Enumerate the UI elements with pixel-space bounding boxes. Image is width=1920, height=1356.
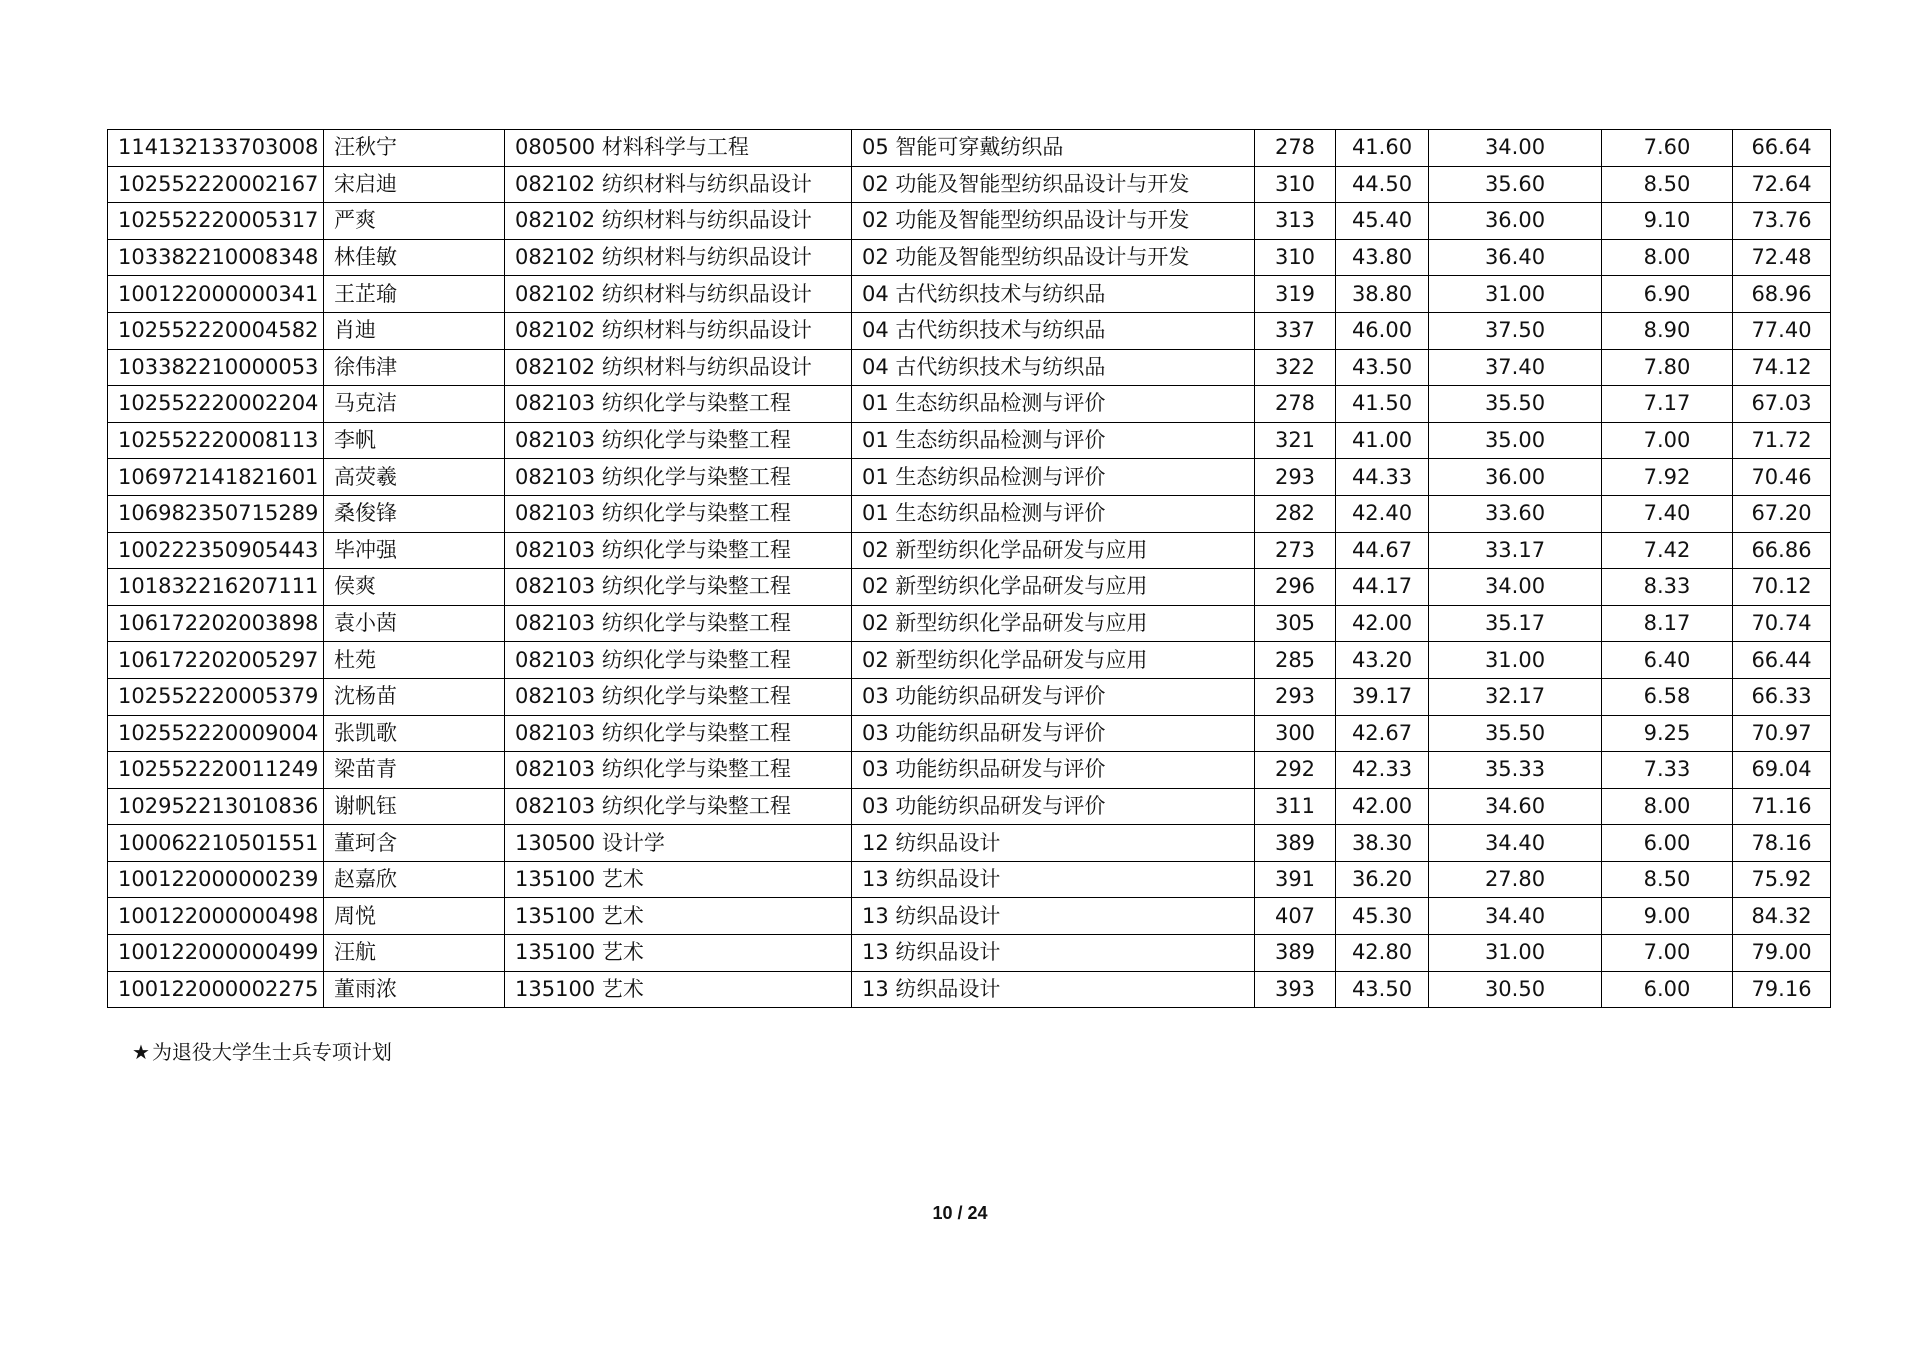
prelim-score-cell: 389 [1255, 935, 1336, 972]
retest-c-cell: 6.90 [1602, 276, 1733, 313]
direction-cell: 02 功能及智能型纺织品设计与开发 [852, 203, 1255, 240]
retest-b-cell: 35.33 [1429, 752, 1602, 789]
total-score-cell: 72.64 [1733, 166, 1831, 203]
total-score-cell: 73.76 [1733, 203, 1831, 240]
major-cell: 082103 纺织化学与染整工程 [505, 715, 852, 752]
retest-b-cell: 27.80 [1429, 861, 1602, 898]
retest-b-cell: 33.17 [1429, 532, 1602, 569]
table-row [108, 276, 1831, 313]
exam-id-cell: 103382210008348 [108, 239, 324, 276]
prelim-score-cell: 278 [1255, 130, 1336, 167]
total-score-cell: 69.04 [1733, 752, 1831, 789]
retest-c-cell: 9.10 [1602, 203, 1733, 240]
table-row [108, 715, 1831, 752]
retest-c-cell: 6.00 [1602, 971, 1733, 1008]
retest-c-cell: 7.42 [1602, 532, 1733, 569]
retest-a-cell: 46.00 [1336, 312, 1429, 349]
retest-c-cell: 8.90 [1602, 312, 1733, 349]
exam-id-cell: 100122000000341 [108, 276, 324, 313]
direction-cell: 02 新型纺织化学品研发与应用 [852, 532, 1255, 569]
total-score-cell: 70.46 [1733, 459, 1831, 496]
total-score-cell: 66.44 [1733, 642, 1831, 679]
total-score-cell: 74.12 [1733, 349, 1831, 386]
direction-cell: 13 纺织品设计 [852, 898, 1255, 935]
retest-a-cell: 43.50 [1336, 349, 1429, 386]
major-cell: 082103 纺织化学与染整工程 [505, 752, 852, 789]
star-icon: ★ [132, 1040, 150, 1064]
total-score-cell: 70.74 [1733, 605, 1831, 642]
exam-id-cell: 102552220002167 [108, 166, 324, 203]
direction-cell: 02 新型纺织化学品研发与应用 [852, 569, 1255, 606]
major-cell: 082102 纺织材料与纺织品设计 [505, 203, 852, 240]
direction-cell: 04 古代纺织技术与纺织品 [852, 276, 1255, 313]
total-score-cell: 70.12 [1733, 569, 1831, 606]
retest-c-cell: 7.00 [1602, 935, 1733, 972]
name-cell: 李帆 [324, 422, 505, 459]
exam-id-cell: 100122000000499 [108, 935, 324, 972]
direction-cell: 02 功能及智能型纺织品设计与开发 [852, 166, 1255, 203]
total-score-cell: 66.64 [1733, 130, 1831, 167]
page-number: 10 / 24 [932, 1203, 988, 1223]
exam-id-cell: 106172202003898 [108, 605, 324, 642]
prelim-score-cell: 322 [1255, 349, 1336, 386]
direction-cell: 03 功能纺织品研发与评价 [852, 678, 1255, 715]
name-cell: 张凯歌 [324, 715, 505, 752]
direction-cell: 02 新型纺织化学品研发与应用 [852, 642, 1255, 679]
retest-a-cell: 39.17 [1336, 678, 1429, 715]
retest-b-cell: 34.00 [1429, 569, 1602, 606]
major-cell: 082103 纺织化学与染整工程 [505, 642, 852, 679]
table-row [108, 605, 1831, 642]
table-row [108, 495, 1831, 532]
major-cell: 082103 纺织化学与染整工程 [505, 386, 852, 423]
footnote-text: 为退役大学生士兵专项计划 [151, 1040, 392, 1064]
prelim-score-cell: 311 [1255, 788, 1336, 825]
table-row [108, 678, 1831, 715]
retest-b-cell: 35.00 [1429, 422, 1602, 459]
major-cell: 082103 纺织化学与染整工程 [505, 532, 852, 569]
retest-a-cell: 41.50 [1336, 386, 1429, 423]
total-score-cell: 79.16 [1733, 971, 1831, 1008]
admission-results-table [107, 129, 1831, 1008]
retest-b-cell: 33.60 [1429, 495, 1602, 532]
retest-b-cell: 30.50 [1429, 971, 1602, 1008]
retest-a-cell: 42.00 [1336, 788, 1429, 825]
retest-b-cell: 35.50 [1429, 715, 1602, 752]
prelim-score-cell: 310 [1255, 239, 1336, 276]
retest-a-cell: 43.20 [1336, 642, 1429, 679]
retest-b-cell: 37.50 [1429, 312, 1602, 349]
name-cell: 谢帆钰 [324, 788, 505, 825]
retest-a-cell: 36.20 [1336, 861, 1429, 898]
table-row [108, 239, 1831, 276]
retest-a-cell: 42.40 [1336, 495, 1429, 532]
retest-c-cell: 8.33 [1602, 569, 1733, 606]
retest-a-cell: 44.50 [1336, 166, 1429, 203]
retest-b-cell: 35.50 [1429, 386, 1602, 423]
exam-id-cell: 100222350905443 [108, 532, 324, 569]
table-row [108, 386, 1831, 423]
total-score-cell: 79.00 [1733, 935, 1831, 972]
name-cell: 汪秋宁 [324, 130, 505, 167]
retest-a-cell: 44.17 [1336, 569, 1429, 606]
total-score-cell: 68.96 [1733, 276, 1831, 313]
direction-cell: 05 智能可穿戴纺织品 [852, 130, 1255, 167]
prelim-score-cell: 273 [1255, 532, 1336, 569]
retest-c-cell: 7.40 [1602, 495, 1733, 532]
name-cell: 侯爽 [324, 569, 505, 606]
table-row [108, 752, 1831, 789]
prelim-score-cell: 393 [1255, 971, 1336, 1008]
major-cell: 082103 纺织化学与染整工程 [505, 569, 852, 606]
name-cell: 肖迪 [324, 312, 505, 349]
footnote [132, 1040, 392, 1064]
table-row [108, 861, 1831, 898]
retest-a-cell: 45.30 [1336, 898, 1429, 935]
major-cell: 135100 艺术 [505, 898, 852, 935]
prelim-score-cell: 293 [1255, 678, 1336, 715]
prelim-score-cell: 292 [1255, 752, 1336, 789]
exam-id-cell: 106972141821601 [108, 459, 324, 496]
exam-id-cell: 100122000000239 [108, 861, 324, 898]
retest-b-cell: 35.17 [1429, 605, 1602, 642]
retest-a-cell: 42.67 [1336, 715, 1429, 752]
prelim-score-cell: 296 [1255, 569, 1336, 606]
name-cell: 严爽 [324, 203, 505, 240]
retest-c-cell: 7.92 [1602, 459, 1733, 496]
retest-c-cell: 7.33 [1602, 752, 1733, 789]
exam-id-cell: 101832216207111 [108, 569, 324, 606]
major-cell: 082102 纺织材料与纺织品设计 [505, 276, 852, 313]
name-cell: 董珂含 [324, 825, 505, 862]
major-cell: 135100 艺术 [505, 935, 852, 972]
table-body [108, 130, 1831, 1008]
exam-id-cell: 106982350715289 [108, 495, 324, 532]
total-score-cell: 84.32 [1733, 898, 1831, 935]
major-cell: 082102 纺织材料与纺织品设计 [505, 349, 852, 386]
exam-id-cell: 102552220005317 [108, 203, 324, 240]
table-row [108, 166, 1831, 203]
total-score-cell: 78.16 [1733, 825, 1831, 862]
major-cell: 082103 纺织化学与染整工程 [505, 495, 852, 532]
prelim-score-cell: 319 [1255, 276, 1336, 313]
retest-c-cell: 7.60 [1602, 130, 1733, 167]
direction-cell: 01 生态纺织品检测与评价 [852, 422, 1255, 459]
retest-c-cell: 6.00 [1602, 825, 1733, 862]
name-cell: 梁苗青 [324, 752, 505, 789]
major-cell: 082102 纺织材料与纺织品设计 [505, 239, 852, 276]
major-cell: 080500 材料科学与工程 [505, 130, 852, 167]
retest-b-cell: 34.40 [1429, 825, 1602, 862]
table-row [108, 130, 1831, 167]
exam-id-cell: 106172202005297 [108, 642, 324, 679]
direction-cell: 13 纺织品设计 [852, 861, 1255, 898]
retest-c-cell: 9.00 [1602, 898, 1733, 935]
table-row [108, 898, 1831, 935]
prelim-score-cell: 278 [1255, 386, 1336, 423]
table-row [108, 935, 1831, 972]
total-score-cell: 77.40 [1733, 312, 1831, 349]
total-score-cell: 66.33 [1733, 678, 1831, 715]
name-cell: 袁小茵 [324, 605, 505, 642]
prelim-score-cell: 337 [1255, 312, 1336, 349]
total-score-cell: 71.72 [1733, 422, 1831, 459]
retest-a-cell: 44.67 [1336, 532, 1429, 569]
table-row [108, 349, 1831, 386]
prelim-score-cell: 282 [1255, 495, 1336, 532]
retest-c-cell: 8.00 [1602, 239, 1733, 276]
retest-a-cell: 41.00 [1336, 422, 1429, 459]
major-cell: 130500 设计学 [505, 825, 852, 862]
prelim-score-cell: 321 [1255, 422, 1336, 459]
retest-a-cell: 42.00 [1336, 605, 1429, 642]
name-cell: 高荧羲 [324, 459, 505, 496]
retest-b-cell: 31.00 [1429, 276, 1602, 313]
retest-b-cell: 31.00 [1429, 642, 1602, 679]
retest-a-cell: 38.30 [1336, 825, 1429, 862]
name-cell: 周悦 [324, 898, 505, 935]
direction-cell: 04 古代纺织技术与纺织品 [852, 312, 1255, 349]
exam-id-cell: 102552220002204 [108, 386, 324, 423]
name-cell: 林佳敏 [324, 239, 505, 276]
table-row [108, 971, 1831, 1008]
retest-c-cell: 7.80 [1602, 349, 1733, 386]
direction-cell: 01 生态纺织品检测与评价 [852, 459, 1255, 496]
retest-c-cell: 8.50 [1602, 861, 1733, 898]
table-row [108, 788, 1831, 825]
direction-cell: 02 新型纺织化学品研发与应用 [852, 605, 1255, 642]
retest-b-cell: 37.40 [1429, 349, 1602, 386]
name-cell: 王芷瑜 [324, 276, 505, 313]
name-cell: 宋启迪 [324, 166, 505, 203]
exam-id-cell: 102952213010836 [108, 788, 324, 825]
retest-b-cell: 36.00 [1429, 203, 1602, 240]
direction-cell: 03 功能纺织品研发与评价 [852, 715, 1255, 752]
name-cell: 杜苑 [324, 642, 505, 679]
retest-a-cell: 42.80 [1336, 935, 1429, 972]
retest-a-cell: 44.33 [1336, 459, 1429, 496]
direction-cell: 03 功能纺织品研发与评价 [852, 752, 1255, 789]
retest-b-cell: 36.00 [1429, 459, 1602, 496]
major-cell: 082103 纺织化学与染整工程 [505, 788, 852, 825]
table-row [108, 532, 1831, 569]
retest-c-cell: 6.40 [1602, 642, 1733, 679]
table-row [108, 569, 1831, 606]
major-cell: 082102 纺织材料与纺织品设计 [505, 166, 852, 203]
direction-cell: 02 功能及智能型纺织品设计与开发 [852, 239, 1255, 276]
name-cell: 毕冲强 [324, 532, 505, 569]
total-score-cell: 70.97 [1733, 715, 1831, 752]
direction-cell: 13 纺织品设计 [852, 971, 1255, 1008]
exam-id-cell: 102552220008113 [108, 422, 324, 459]
name-cell: 董雨浓 [324, 971, 505, 1008]
retest-c-cell: 8.00 [1602, 788, 1733, 825]
name-cell: 汪航 [324, 935, 505, 972]
prelim-score-cell: 313 [1255, 203, 1336, 240]
table-row [108, 825, 1831, 862]
total-score-cell: 67.20 [1733, 495, 1831, 532]
exam-id-cell: 102552220005379 [108, 678, 324, 715]
table-row [108, 459, 1831, 496]
exam-id-cell: 102552220009004 [108, 715, 324, 752]
major-cell: 082103 纺织化学与染整工程 [505, 459, 852, 496]
retest-b-cell: 34.00 [1429, 130, 1602, 167]
prelim-score-cell: 310 [1255, 166, 1336, 203]
name-cell: 沈杨苗 [324, 678, 505, 715]
major-cell: 082103 纺织化学与染整工程 [505, 605, 852, 642]
name-cell: 徐伟津 [324, 349, 505, 386]
exam-id-cell: 102552220004582 [108, 312, 324, 349]
name-cell: 赵嘉欣 [324, 861, 505, 898]
major-cell: 135100 艺术 [505, 861, 852, 898]
prelim-score-cell: 293 [1255, 459, 1336, 496]
prelim-score-cell: 300 [1255, 715, 1336, 752]
retest-b-cell: 36.40 [1429, 239, 1602, 276]
exam-id-cell: 100122000000498 [108, 898, 324, 935]
major-cell: 082102 纺织材料与纺织品设计 [505, 312, 852, 349]
name-cell: 马克洁 [324, 386, 505, 423]
direction-cell: 04 古代纺织技术与纺织品 [852, 349, 1255, 386]
total-score-cell: 66.86 [1733, 532, 1831, 569]
retest-a-cell: 43.80 [1336, 239, 1429, 276]
table-row [108, 312, 1831, 349]
retest-c-cell: 8.17 [1602, 605, 1733, 642]
table-row [108, 642, 1831, 679]
name-cell: 桑俊锋 [324, 495, 505, 532]
total-score-cell: 72.48 [1733, 239, 1831, 276]
retest-c-cell: 9.25 [1602, 715, 1733, 752]
total-score-cell: 67.03 [1733, 386, 1831, 423]
prelim-score-cell: 389 [1255, 825, 1336, 862]
table-row [108, 422, 1831, 459]
major-cell: 082103 纺织化学与染整工程 [505, 422, 852, 459]
exam-id-cell: 100122000002275 [108, 971, 324, 1008]
retest-c-cell: 6.58 [1602, 678, 1733, 715]
retest-a-cell: 38.80 [1336, 276, 1429, 313]
prelim-score-cell: 285 [1255, 642, 1336, 679]
table-row [108, 203, 1831, 240]
exam-id-cell: 103382210000053 [108, 349, 324, 386]
retest-b-cell: 34.40 [1429, 898, 1602, 935]
direction-cell: 12 纺织品设计 [852, 825, 1255, 862]
exam-id-cell: 102552220011249 [108, 752, 324, 789]
retest-a-cell: 41.60 [1336, 130, 1429, 167]
exam-id-cell: 114132133703008 [108, 130, 324, 167]
retest-b-cell: 32.17 [1429, 678, 1602, 715]
prelim-score-cell: 407 [1255, 898, 1336, 935]
retest-c-cell: 7.00 [1602, 422, 1733, 459]
prelim-score-cell: 305 [1255, 605, 1336, 642]
retest-a-cell: 43.50 [1336, 971, 1429, 1008]
retest-a-cell: 45.40 [1336, 203, 1429, 240]
direction-cell: 01 生态纺织品检测与评价 [852, 495, 1255, 532]
direction-cell: 03 功能纺织品研发与评价 [852, 788, 1255, 825]
retest-b-cell: 31.00 [1429, 935, 1602, 972]
direction-cell: 13 纺织品设计 [852, 935, 1255, 972]
prelim-score-cell: 391 [1255, 861, 1336, 898]
retest-a-cell: 42.33 [1336, 752, 1429, 789]
retest-b-cell: 34.60 [1429, 788, 1602, 825]
direction-cell: 01 生态纺织品检测与评价 [852, 386, 1255, 423]
total-score-cell: 71.16 [1733, 788, 1831, 825]
retest-c-cell: 8.50 [1602, 166, 1733, 203]
major-cell: 082103 纺织化学与染整工程 [505, 678, 852, 715]
retest-b-cell: 35.60 [1429, 166, 1602, 203]
total-score-cell: 75.92 [1733, 861, 1831, 898]
exam-id-cell: 100062210501551 [108, 825, 324, 862]
major-cell: 135100 艺术 [505, 971, 852, 1008]
retest-c-cell: 7.17 [1602, 386, 1733, 423]
